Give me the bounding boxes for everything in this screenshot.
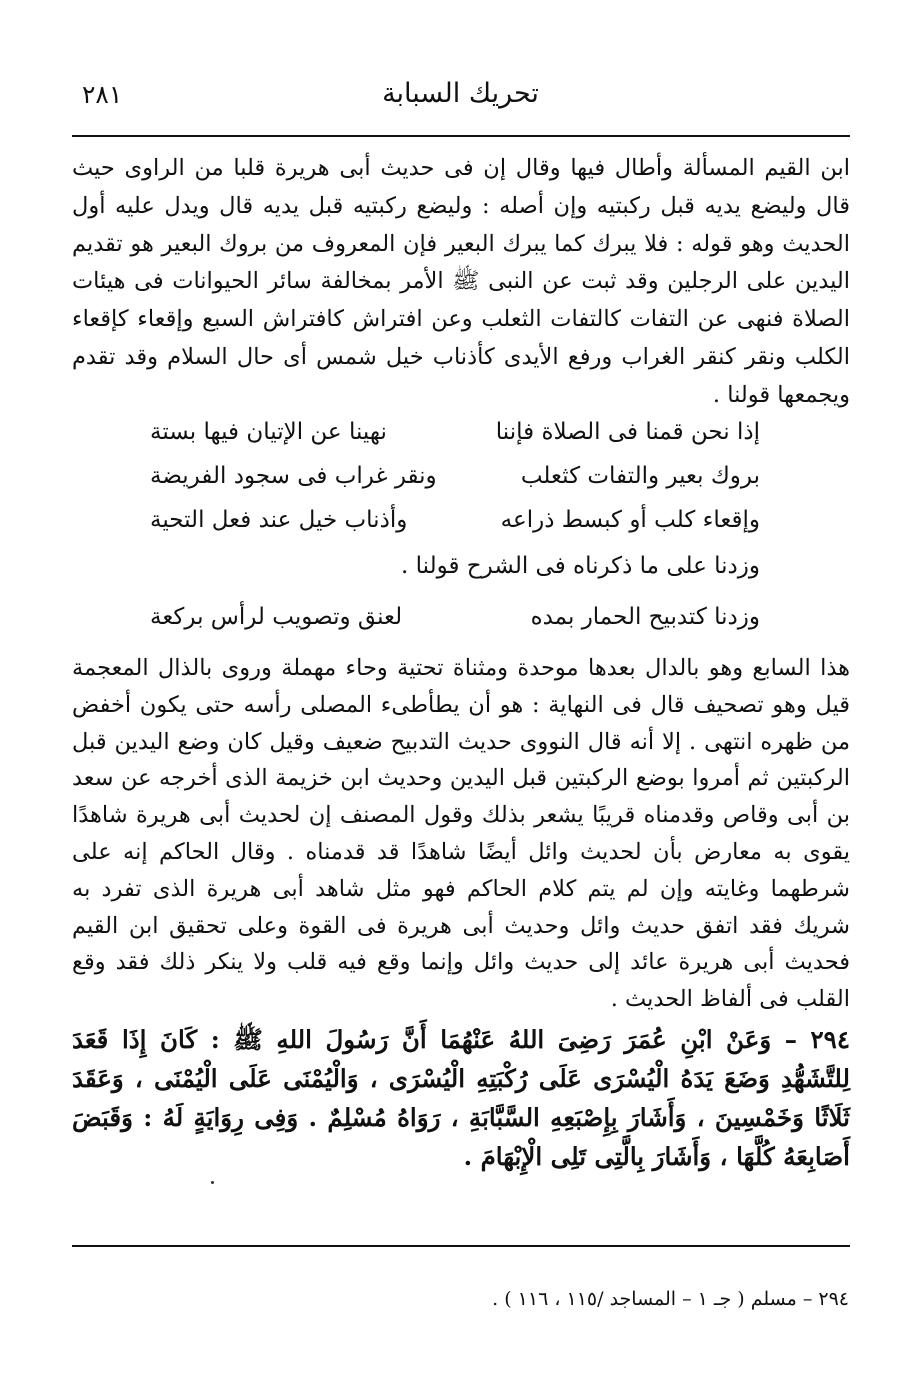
paragraph-1: ابن القيم المسألة وأطال فيها وقال إن فى حديث أبى هريرة قلبا من الراوى حيث قال وليضع يديه قبل ركبتيه وإن أصله : وليضع ركبتيه قبل يديه قال ويدل عليه أول الحديث وهو قوله : فلا يبرك كما يبرك البعير فإن المعروف من بروك البعير هو تقديم اليدين على الرجلين وقد ثبت عن النبى ﷺ الأمر بمخالفة سائر الحيوانات فى هيئات الصلاة فنهى عن التفات كالتفات الثعلب وعن افتراش كافتراش السبع وإقعاء كإقعاء الكلب ونقر كنقر الغراب ورفع الأيدى كأذناب خيل شمس أى حال السلام وقد تقدم ويجمعها قولنا .	[72, 155, 850, 408]
hadith-294: ٢٩٤ – وَعَنْ ابْنِ عُمَرَ رَضِىَ اللهُ عَنْهُمَا أَنَّ رَسُولَ اللهِ ﷺ : كَانَ إِذَا قَعَدَ لِلتَّشَهُّدِ وَضَعَ يَدَهُ الْيُسْرَى عَلَى رُكْبَتِهِ الْيُسْرَى ، وَالْيُمْنَى عَلَى الْيُمْنَى ، وَعَقَدَ ثَلَاثًا وَخَمْسِينَ ، وَأَشَارَ بِإِصْبَعِهِ السَّبَّابَةِ ، رَوَاهُ مُسْلِمٌ . وَفِى رِوَايَةٍ لَهُ : وَقَبَضَ أَصَابِعَهُ كُلَّهَا ، وَأَشَارَ بِالَّتِى تَلِى الْإِبْهَامَ .	[72, 1025, 850, 1171]
running-title: تحريك السبابة	[382, 78, 539, 109]
poem-hemistich-left: ونقر غراب فى سجود الفريضة	[150, 463, 437, 489]
poem-hemistich-right: إذا نحن قمنا فى الصلاة فإننا	[495, 419, 760, 445]
stray-mark	[211, 1181, 214, 1184]
header-rule	[72, 135, 850, 137]
poem-hemistich-right: بروك بعير والتفات كثعلب	[520, 463, 760, 489]
poem-hemistich-left: لعنق وتصويب لرأس بركعة	[150, 604, 403, 630]
poem	[150, 410, 760, 542]
poem-hemistich-right: وزدنا كتدبيح الحمار بمده	[530, 604, 760, 630]
poem-hemistich-right: وإقعاء كلب أو كبسط ذراعه	[500, 507, 760, 533]
paragraph-2: هذا السابع وهو بالدال بعدها موحدة ومثناة تحتية وحاء مهملة وروى بالذال المعجمة قيل وهو تصحيف قال فى النهاية : هو أن يطأطىء المصلى رأسه حتى يكون أخفض من ظهره انتهى . إلا أنه قال النووى حديث التدبيح ضعيف وقيل كان وضع اليدين قبل الركبتين ثم أمروا بوضع الركبتين قبل اليدين وحديث ابن خزيمة الذى أخرجه عن سعد بن أبى وقاص وقدمناه قريبًا يشعر بذلك وقول المصنف إن لحديث أبى هريرة شاهدًا يقوى به معارض بأن لحديث وائل أيضًا شاهدًا قد قدمناه . وقال الحاكم إنه على شرطهما وغايته وإن لم يتم كلام الحاكم فهو مثل شاهد أبى هريرة الذى تفرد به شريك فقد اتفق حديث وائل وحديث أبى هريرة فى القوة وعلى تحقيق ابن القيم فحديث أبى هريرة عائد إلى حديث وائل وإنما وقع فيه قلب ولا ينكر ذلك فقد وقع القلب فى ألفاظ الحديث .	[72, 655, 850, 1013]
addition-verse	[150, 595, 760, 639]
page-number: ٢٨١	[82, 80, 123, 109]
footnote-rule	[72, 1245, 850, 1247]
footnote: ٢٩٤ – مسلم ( جـ ١ – المساجد /١١٥ ، ١١٦ ) .	[492, 1288, 849, 1310]
poem-line-3	[150, 498, 760, 542]
addition-verse-line	[150, 595, 760, 639]
poem-line-2	[150, 454, 760, 498]
poem-line-1	[150, 410, 760, 454]
addition-line: وزدنا على ما ذكرناه فى الشرح قولنا .	[401, 553, 760, 579]
poem-hemistich-left: وأذناب خيل عند فعل التحية	[150, 507, 408, 533]
poem-hemistich-left: نهينا عن الإتيان فيها بستة	[150, 419, 387, 445]
